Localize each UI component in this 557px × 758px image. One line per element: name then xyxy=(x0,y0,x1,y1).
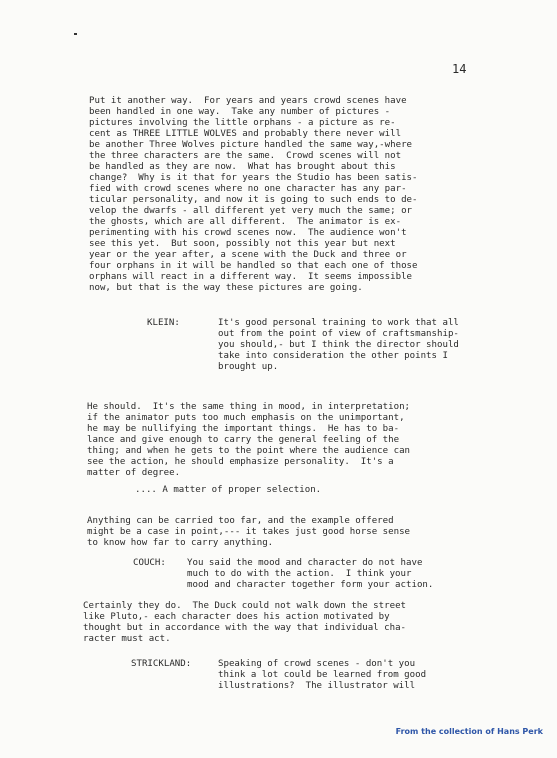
text-line: matter of degree. xyxy=(87,468,181,478)
text-line: thought but in accordance with the way that individual cha- xyxy=(83,623,407,633)
speech-line: Speaking of crowd scenes - don't you xyxy=(218,659,416,669)
text-line: he may be nullifying the important things. He has to ba- xyxy=(87,424,400,434)
text-line: like Pluto,- each character does his action motivated by xyxy=(83,612,390,622)
text-line: might be a case in point,--- it takes just good horse sense xyxy=(87,527,411,537)
speech-line: brought up. xyxy=(218,362,279,372)
text-line: now, but that is the way these pictures are going. xyxy=(89,283,363,293)
speaker-name: COUCH: xyxy=(133,558,166,568)
text-line: cent as THREE LITTLE WOLVES and probably there never will xyxy=(89,129,402,139)
speaker-name: STRICKLAND: xyxy=(131,659,192,669)
speech-line: much to do with the action. I think your xyxy=(187,569,412,579)
stray-mark xyxy=(74,33,77,35)
text-line: four orphans in it will be handled so that each one of those xyxy=(89,261,418,271)
text-line: see this yet. But soon, possibly not this year but next xyxy=(89,239,396,249)
text-line: to know how far to carry anything. xyxy=(87,538,274,548)
speaker-name: KLEIN: xyxy=(147,318,180,328)
speech-line: It's good personal training to work that all xyxy=(218,318,459,328)
speech-line: think a lot could be learned from good xyxy=(218,670,427,680)
collection-credit: From the collection of Hans Perk xyxy=(395,727,543,736)
speech-line: take into consideration the other points I xyxy=(218,351,448,361)
text-line: thing; and when he gets to the point where the audience can xyxy=(87,446,411,456)
text-line: the ghosts, which are all different. The animator is ex- xyxy=(89,217,402,227)
text-line: ticular personality, and now it is going to such ends to de- xyxy=(89,195,418,205)
text-line: see the action, he should emphasize personality. It's a xyxy=(87,457,394,467)
text-line: orphans will react in a different way. It seems impossible xyxy=(89,272,413,282)
speech-line: illustrations? The illustrator will xyxy=(218,681,416,691)
text-line: if the animator puts too much emphasis on the unimportant, xyxy=(87,413,405,423)
aside-remark: .... A matter of proper selection. xyxy=(135,485,322,495)
text-line: Certainly they do. The Duck could not walk down the street xyxy=(83,601,407,611)
page-number: 14 xyxy=(452,62,467,76)
text-line: He should. It's the same thing in mood, in interpretation; xyxy=(87,402,411,412)
text-line: Anything can be carried too far, and the example offered xyxy=(87,516,394,526)
text-line: Put it another way. For years and years crowd scenes have xyxy=(89,96,407,106)
text-line: fied with crowd scenes where no one character has any par- xyxy=(89,184,407,194)
text-line: velop the dwarfs - all different yet very much the same; or xyxy=(89,206,413,216)
text-line: perimenting with his crowd scenes now. The audience won't xyxy=(89,228,407,238)
speech-line: out from the point of view of craftsmanship- xyxy=(218,329,459,339)
speech-line: You said the mood and character do not have xyxy=(187,558,423,568)
text-line: year or the year after, a scene with the Duck and three or xyxy=(89,250,407,260)
text-line: racter must act. xyxy=(83,634,171,644)
text-line: change? Why is it that for years the Studio has been satis- xyxy=(89,173,418,183)
text-line: be handled as they are now. What has brought about this xyxy=(89,162,396,172)
text-line: pictures involving the little orphans - a picture as re- xyxy=(89,118,396,128)
text-line: been handled in one way. Take any number of pictures - xyxy=(89,107,391,117)
speech-line: mood and character together form your action. xyxy=(187,580,434,590)
text-line: be another Three Wolves picture handled the same way,-where xyxy=(89,140,413,150)
text-line: the three characters are the same. Crowd scenes will not xyxy=(89,151,402,161)
text-line: lance and give enough to carry the general feeling of the xyxy=(87,435,400,445)
speech-line: you should,- but I think the director should xyxy=(218,340,459,350)
